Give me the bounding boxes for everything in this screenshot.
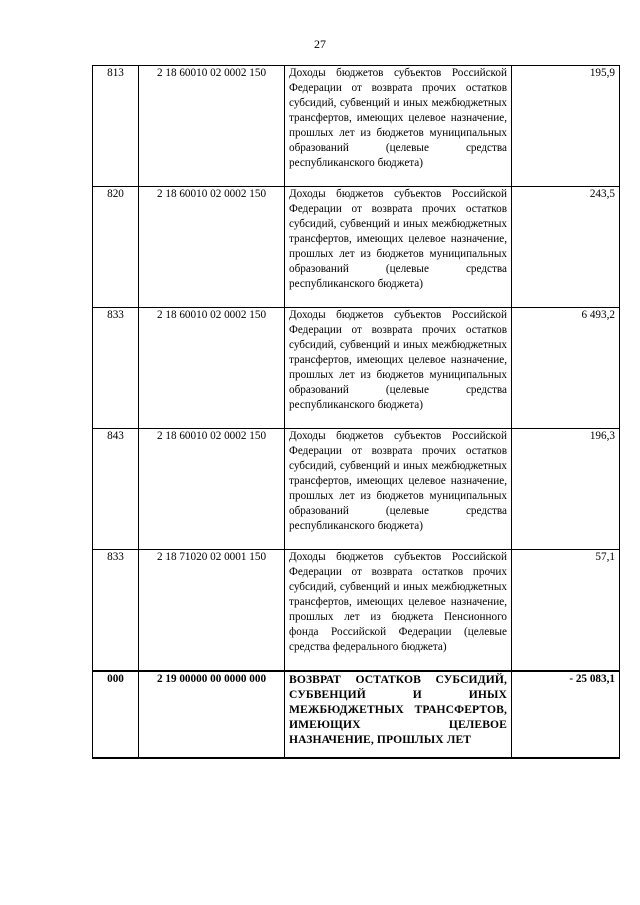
amount-cell: 243,5: [512, 187, 620, 308]
budget-classification-code-cell: 2 18 60010 02 0002 150: [139, 429, 285, 550]
table-row: [93, 187, 620, 308]
admin-code-cell: 843: [93, 429, 139, 550]
amount-cell: 195,9: [512, 66, 620, 187]
total-row: [93, 671, 620, 758]
table-row: [93, 429, 620, 550]
admin-code-cell: 820: [93, 187, 139, 308]
budget-classification-code-cell: 2 18 60010 02 0002 150: [139, 66, 285, 187]
admin-code-cell: 833: [93, 308, 139, 429]
revenue-description-cell: Доходы бюджетов субъектов Российской Федерации от возврата прочих остатков субсидий, субвенций и иных межбюджетных трансфертов, имеющих целевое назначение, прошлых лет из бюджетов муниципальных образований (целевые средства республиканского бюджета): [285, 429, 512, 550]
budget-classification-code-cell: 2 18 60010 02 0002 150: [139, 187, 285, 308]
revenue-description-cell: Доходы бюджетов субъектов Российской Федерации от возврата прочих остатков субсидий, субвенций и иных межбюджетных трансфертов, имеющих целевое назначение, прошлых лет из бюджетов муниципальных образований (целевые средства республиканского бюджета): [285, 187, 512, 308]
total-admin-code-cell: 000: [93, 671, 139, 758]
table-row: [93, 66, 620, 187]
admin-code-cell: 813: [93, 66, 139, 187]
revenue-description-cell: Доходы бюджетов субъектов Российской Федерации от возврата остатков прочих субсидий, субвенций и иных межбюджетных трансфертов, имеющих целевое назначение, прошлых лет из бюджета Пенсионного фонда Российской Федерации (целевые средства федерального бюджета): [285, 550, 512, 672]
amount-cell: 57,1: [512, 550, 620, 672]
total-amount-cell: - 25 083,1: [512, 671, 620, 758]
admin-code-cell: 833: [93, 550, 139, 672]
table-row: [93, 308, 620, 429]
budget-classification-code-cell: 2 18 71020 02 0001 150: [139, 550, 285, 672]
table-row: [93, 550, 620, 672]
budget-classification-code-cell: 2 18 60010 02 0002 150: [139, 308, 285, 429]
total-classification-code-cell: 2 19 00000 00 0000 000: [139, 671, 285, 758]
amount-cell: 6 493,2: [512, 308, 620, 429]
total-description-cell: ВОЗВРАТ ОСТАТКОВ СУБСИДИЙ, СУБВЕНЦИЙ И ИНЫХ МЕЖБЮДЖЕТНЫХ ТРАНСФЕРТОВ, ИМЕЮЩИХ ЦЕЛЕВОЕ НАЗНАЧЕНИЕ, ПРОШЛЫХ ЛЕТ: [285, 671, 512, 758]
budget-revenue-table: [92, 65, 620, 759]
revenue-description-cell: Доходы бюджетов субъектов Российской Федерации от возврата прочих остатков субсидий, субвенций и иных межбюджетных трансфертов, имеющих целевое назначение, прошлых лет из бюджетов муниципальных образований (целевые средства республиканского бюджета): [285, 308, 512, 429]
revenue-description-cell: Доходы бюджетов субъектов Российской Федерации от возврата прочих остатков субсидий, субвенций и иных межбюджетных трансфертов, имеющих целевое назначение, прошлых лет из бюджетов муниципальных образований (целевые средства республиканского бюджета): [285, 66, 512, 187]
page-number: 27: [314, 37, 326, 51]
amount-cell: 196,3: [512, 429, 620, 550]
